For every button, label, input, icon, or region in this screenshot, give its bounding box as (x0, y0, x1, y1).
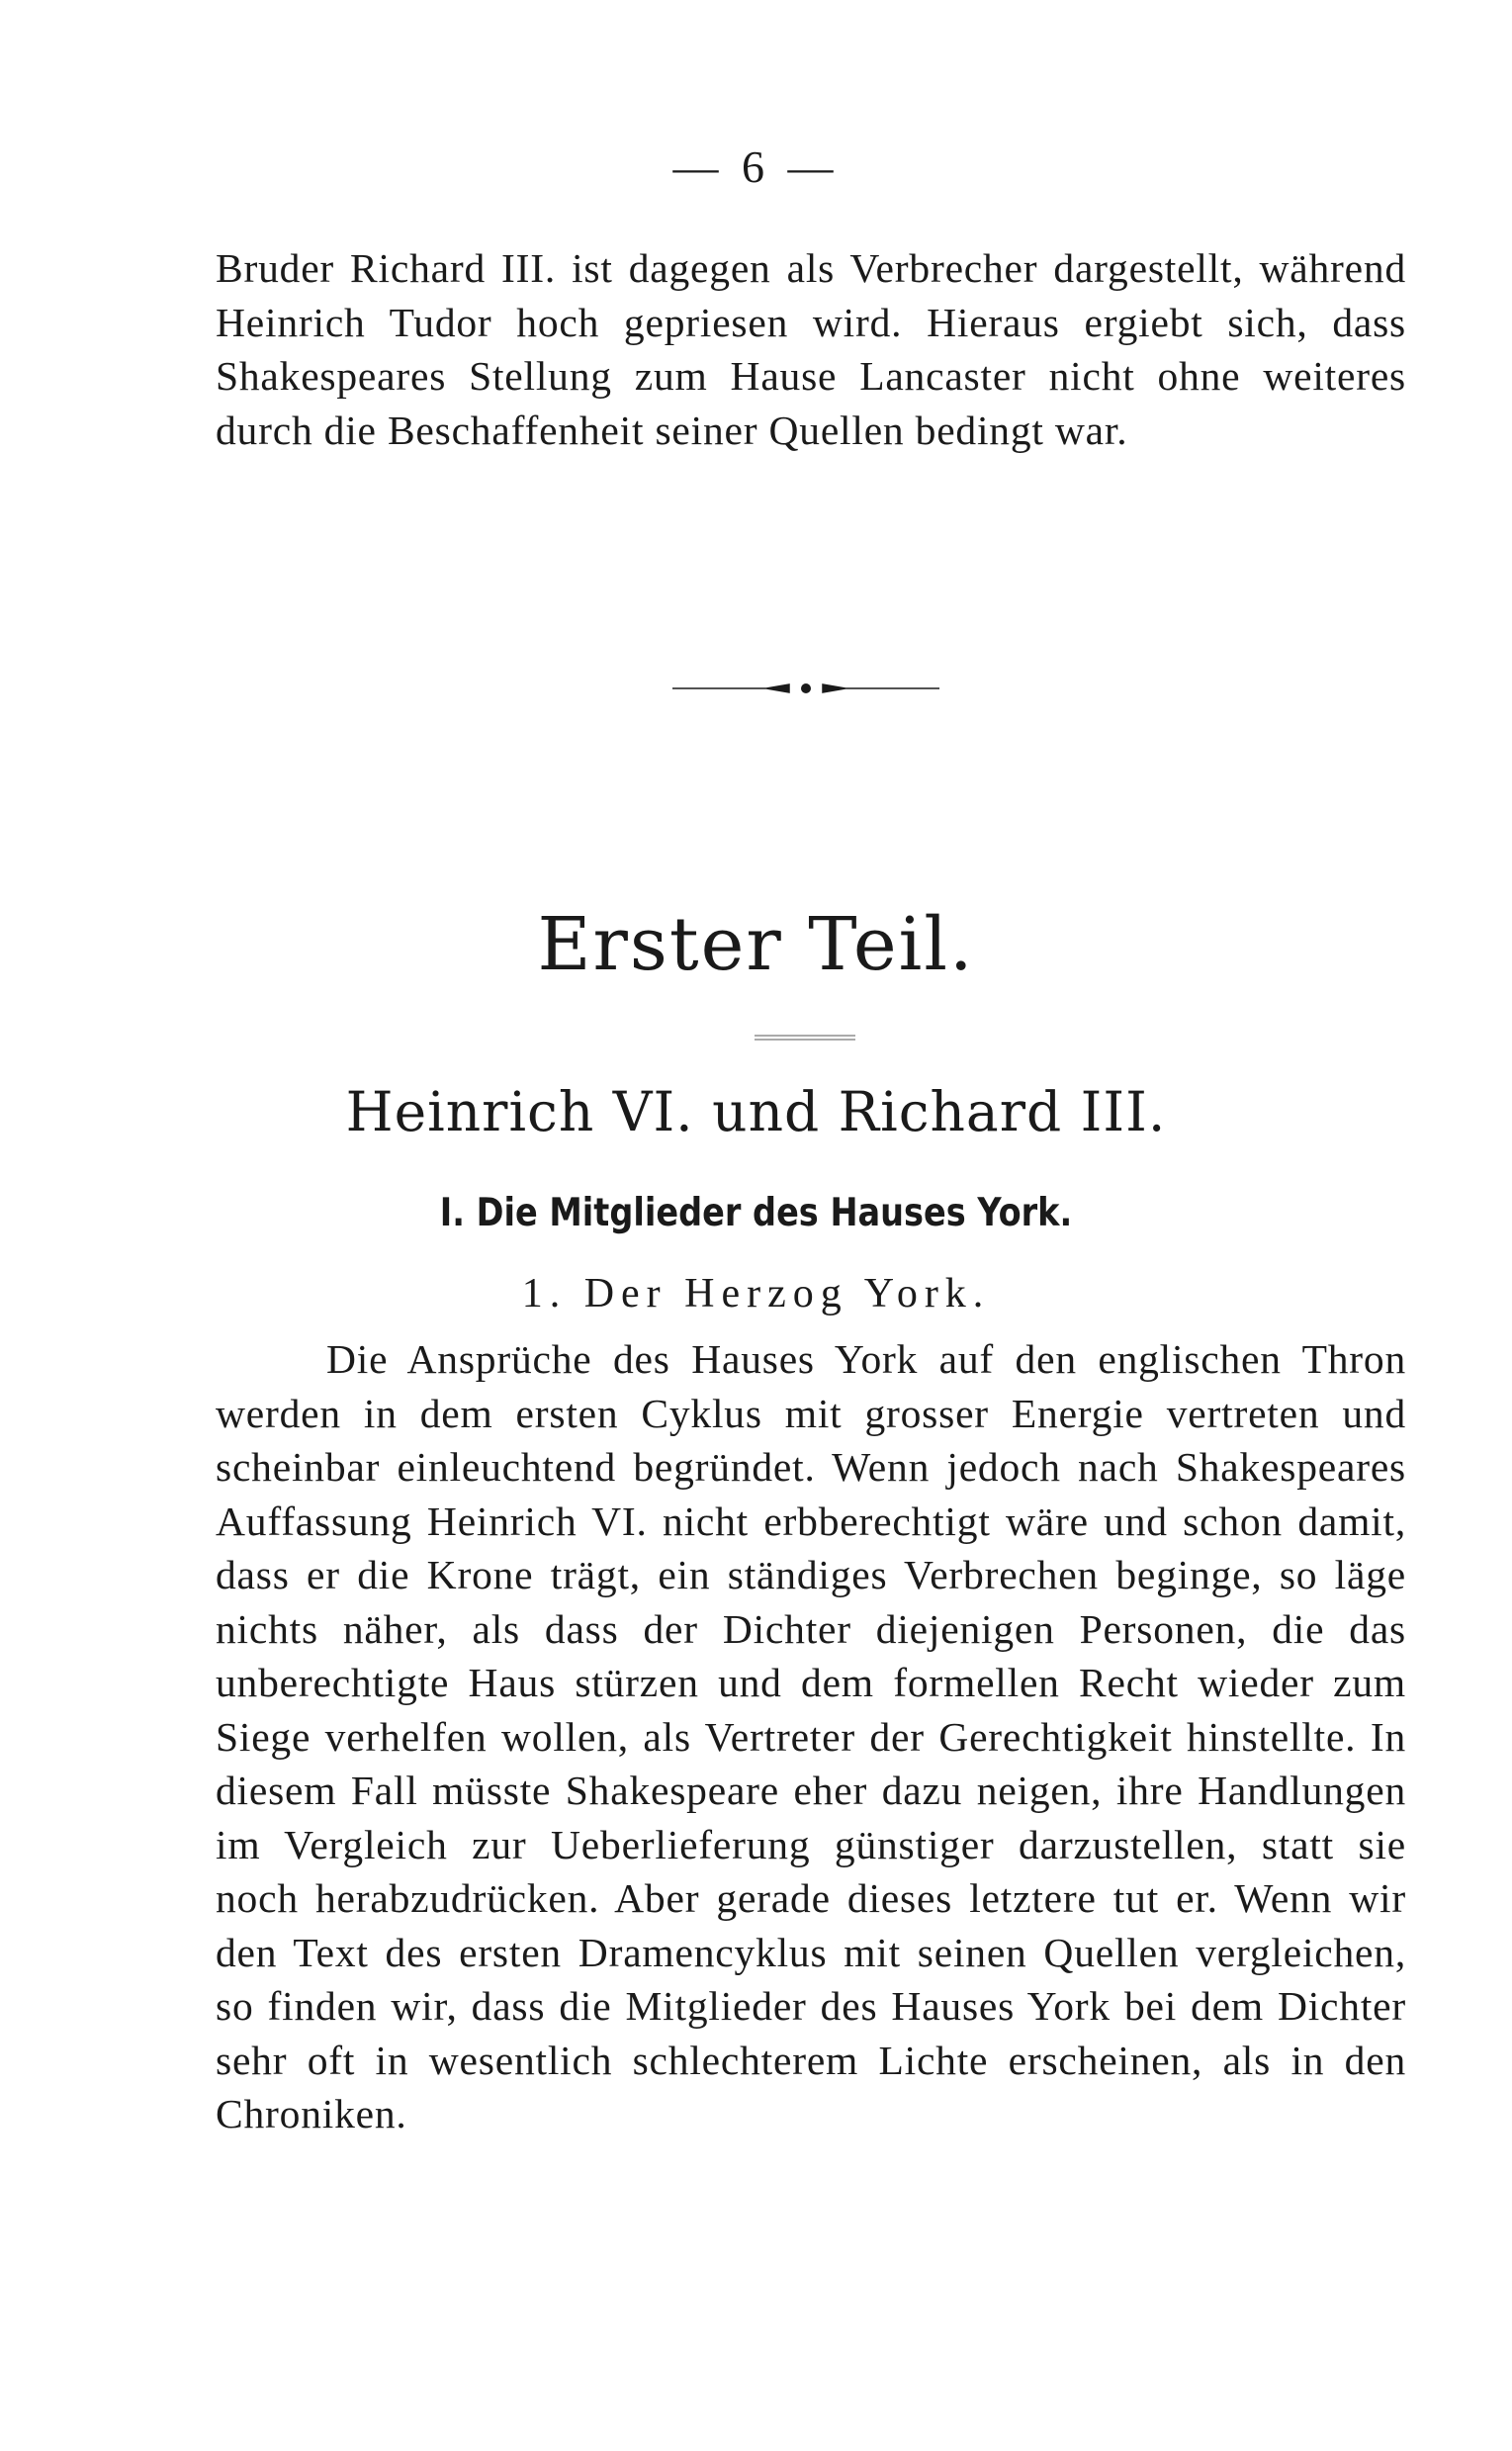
ornament-divider (672, 679, 939, 698)
intro-text-block (216, 241, 1406, 457)
page-number: — 6 — (672, 141, 840, 192)
subtitle: Heinrich VI. und Richard III. (345, 1080, 1167, 1143)
double-rule-divider (755, 1035, 855, 1041)
section-heading: 1. Der Herzog York. (521, 1271, 991, 1316)
intro-paragraph: Bruder Richard III. ist dagegen als Verbrecher dargestellt, während Heinrich Tudor hoch gepriesen wird. Hieraus ergiebt sich, dass Shakespeares Stellung zum Hause Lancaster nicht ohne weiteres durch die Beschaffenheit seiner Quellen bedingt war. (216, 245, 1406, 453)
body-paragraph: Die Ansprüche des Hauses York auf den englischen Thron werden in dem ersten Cyklus mit grosser Energie vertreten und scheinbar einleuchtend begründet. Wenn jedoch nach Shakespeares Auffassung Heinrich VI. nicht erbberechtigt wäre und schon damit, dass er die Krone trägt, ein ständiges Verbrechen beginge, so läge nichts näher, als dass der Dichter diejenigen Personen, die das unberechtigte Haus stürzen und dem formellen Recht wieder zum Siege verhelfen wollen, als Vertreter der Gerechtigkeit hinstellte. In diesem Fall müsste Shakespeare eher dazu neigen, ihre Handlungen im Vergleich zur Ueberlieferung günstiger darzustellen, statt sie noch herabzudrücken. Aber gerade dieses letztere tut er. Wenn wir den Text des ersten Dramencyklus mit seinen Quellen vergleichen, so finden wir, dass die Mitglieder des Hauses York bei dem Dichter sehr oft in wesentlich schlechterem Lichte erscheinen, als in den Chroniken. (216, 1336, 1406, 2136)
body-text-block (216, 1332, 1406, 2141)
chapter-heading: I. Die Mitglieder des Hauses York. (439, 1191, 1073, 1235)
part-title: Erster Teil. (537, 902, 975, 987)
